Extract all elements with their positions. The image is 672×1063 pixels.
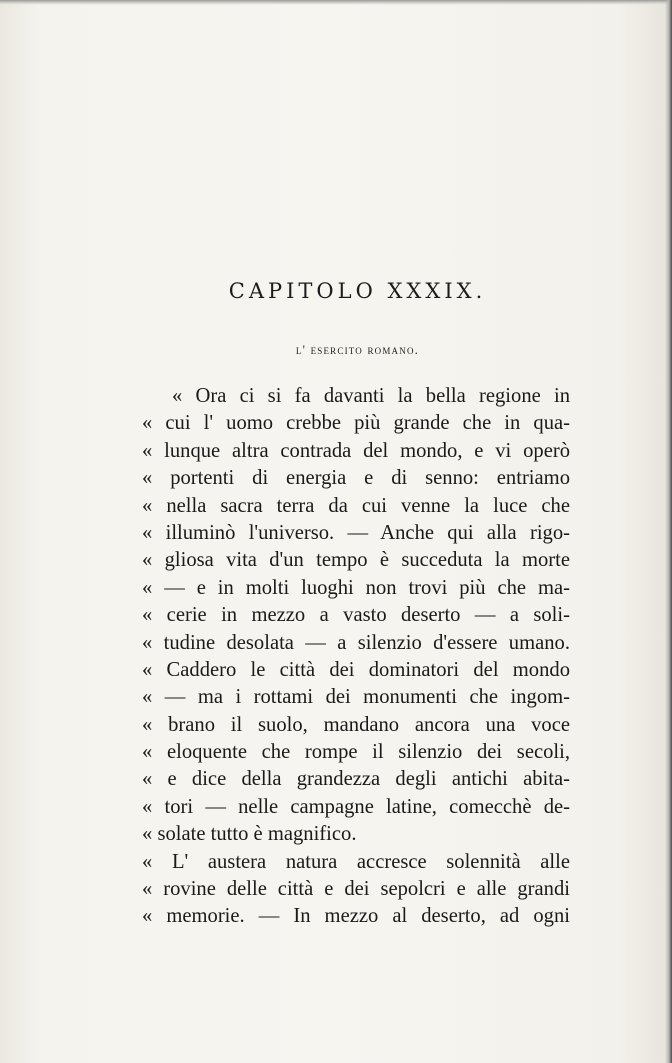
text-line: « Ora ci si fa davanti la bella regione in (172, 385, 570, 407)
text-line: « Caddero le città dei dominatori del mondo (142, 658, 570, 681)
text-line: « lunque altra contrada del mondo, e vi operò (142, 439, 570, 462)
page-top-edge (0, 0, 672, 5)
page-binding-edge (665, 0, 672, 1063)
text-line: « brano il suolo, mandano ancora una voce (142, 713, 570, 736)
text-line: « tori — nelle campagne latine, comecchè de- (142, 795, 570, 818)
text-line: « — ma i rottami dei monumenti che ingom- (142, 686, 570, 709)
text-line: « solate tutto è magnifico. (142, 823, 357, 846)
text-line: « e dice della grandezza degli antichi abita- (142, 768, 570, 791)
text-line: « tudine desolata — a silenzio d'essere umano. (142, 631, 570, 654)
text-line: « — e in molti luoghi non trovi più che ma- (142, 576, 570, 599)
text-line: « rovine delle città e dei sepolcri e alle grandi (142, 878, 570, 901)
text-line: « cerie in mezzo a vasto deserto — a soli- (142, 604, 570, 627)
body-text (142, 383, 570, 931)
text-line: « illuminò l'universo. — Anche qui alla rigo- (142, 521, 570, 544)
chapter-title: CAPITOLO XXXIX. (228, 279, 487, 303)
text-line: « eloquente che rompe il silenzio dei secoli, (142, 741, 570, 764)
text-line: « gliosa vita d'un tempo è succeduta la morte (142, 549, 570, 572)
text-line: « L' austera natura accresce solennità alle (142, 850, 570, 873)
text-line: « cui l' uomo crebbe più grande che in qua- (142, 412, 570, 435)
chapter-subtitle: l' esercito romano. (295, 342, 420, 357)
text-line: « memorie. — In mezzo al deserto, ad ogni (142, 905, 570, 928)
text-line: « portenti di energia e di senno: entriamo (142, 467, 570, 490)
text-line: « nella sacra terra da cui venne la luce che (142, 494, 570, 517)
